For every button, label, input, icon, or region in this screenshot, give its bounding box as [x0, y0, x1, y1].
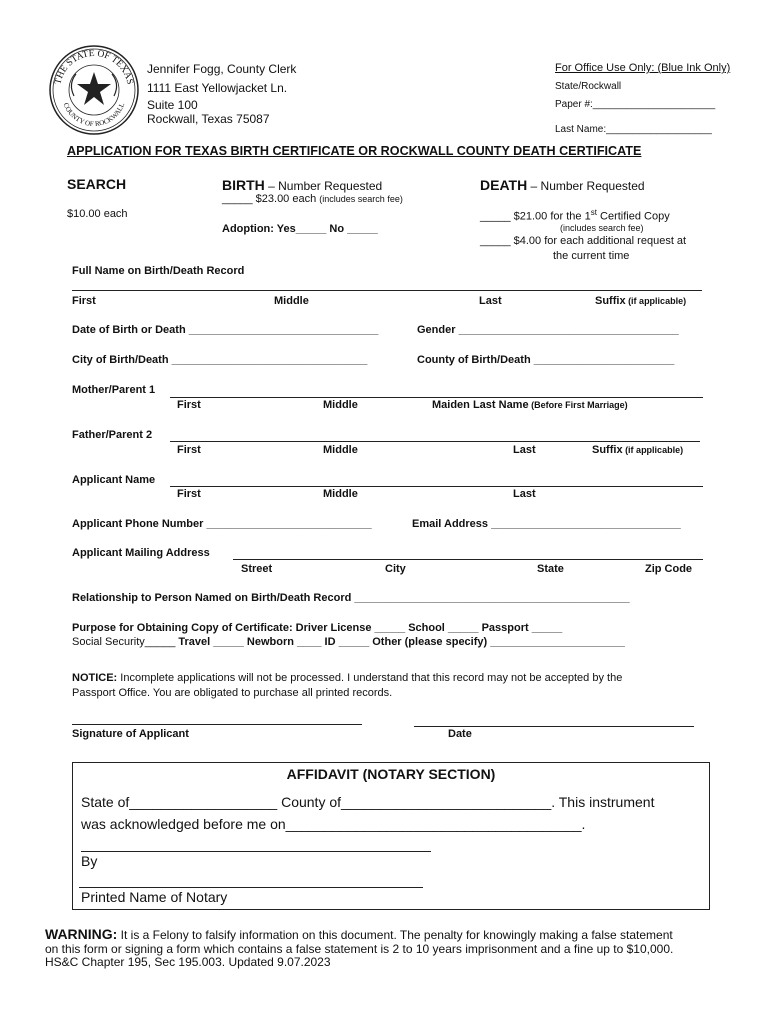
zip-label: Zip Code: [645, 563, 693, 575]
seal-bottom-text: COUNTY OF ROCKWALL: [61, 101, 127, 129]
birth-fee: _____ $23.00 each (includes search fee): [222, 193, 403, 205]
father-suffix-label: Suffix (if applicable): [592, 444, 684, 456]
clerk-city: Rockwall, Texas 75087: [147, 112, 270, 126]
clerk-address: 1111 East Yellowjacket Ln.: [147, 81, 288, 95]
phone-field[interactable]: Applicant Phone Number ___________________________: [72, 518, 372, 530]
father-first-label: First: [177, 444, 201, 456]
street-label: Street: [241, 563, 273, 575]
death-first-copy[interactable]: _____ $21.00 for the 1st Certified Copy: [480, 208, 670, 223]
date-of-birth-field[interactable]: Date of Birth or Death _______________________________: [72, 324, 379, 336]
purpose-field[interactable]: Purpose for Obtaining Copy of Certificate: Driver License _____ School _____ Passport _____: [72, 622, 563, 634]
applicant-label: Applicant Name: [72, 474, 156, 486]
clerk-suite: Suite 100: [147, 98, 198, 112]
affidavit-title: AFFIDAVIT (NOTARY SECTION): [286, 766, 496, 782]
notary-name-line[interactable]: [79, 887, 423, 888]
search-fee: $10.00 each: [67, 208, 128, 220]
search-label: SEARCH: [67, 176, 127, 192]
seal-top-text: THE STATE OF TEXAS: [53, 48, 135, 86]
suffix-label: Suffix (if applicable): [595, 295, 687, 307]
death-fee-note: (includes search fee): [560, 223, 644, 233]
county-field[interactable]: County of Birth/Death _______________________: [417, 354, 675, 366]
maiden-label: Maiden Last Name (Before First Marriage): [432, 399, 628, 411]
affidavit-box: [72, 762, 710, 910]
affidavit-line-2[interactable]: was acknowledged before me on______________________________________.: [81, 816, 586, 832]
adoption-field[interactable]: Adoption: Yes_____ No _____: [222, 223, 378, 235]
city-field[interactable]: City of Birth/Death ________________________________: [72, 354, 368, 366]
affidavit-line-1[interactable]: State of___________________ County of___________________________. This instrument: [81, 794, 655, 810]
email-field[interactable]: Email Address _______________________________: [412, 518, 681, 530]
mother-first-label: First: [177, 399, 201, 411]
office-state: State/Rockwall: [555, 81, 622, 92]
applicant-last-label: Last: [513, 488, 536, 500]
applicant-middle-label: Middle: [323, 488, 358, 500]
mother-label: Mother/Parent 1: [72, 384, 156, 396]
star-icon: [77, 72, 111, 105]
birth-heading: BIRTH – Number Requested: [222, 177, 383, 193]
warning-text: WARNING: It is a Felony to falsify information on this document. The penalty for knowingly making a false statement: [45, 926, 673, 942]
father-middle-label: Middle: [323, 444, 358, 456]
office-last-name: Last Name:___________________: [555, 124, 712, 135]
printed-name-label: Printed Name of Notary: [81, 889, 228, 905]
death-additional[interactable]: _____ $4.00 for each additional request at: [480, 235, 687, 247]
office-use-title: For Office Use Only: (Blue Ink Only): [555, 62, 731, 74]
by-label: By: [81, 853, 98, 869]
full-name-label: Full Name on Birth/Death Record: [72, 265, 245, 277]
first-label: First: [72, 295, 96, 307]
warning-text-2: on this form or signing a form which contains a false statement is 2 to 10 years imprisonment and a fine up to $10,000.: [45, 942, 674, 956]
death-heading: DEATH – Number Requested: [480, 177, 645, 193]
full-name-line[interactable]: [72, 290, 702, 291]
office-paper: Paper #:______________________: [555, 99, 716, 110]
date-line[interactable]: [414, 726, 694, 727]
death-current-time: the current time: [553, 250, 630, 262]
father-last-label: Last: [513, 444, 536, 456]
father-line[interactable]: [170, 441, 700, 442]
signature-line[interactable]: [72, 724, 362, 725]
notice-text-2: Passport Office. You are obligated to purchase all printed records.: [72, 687, 393, 699]
date-label: Date: [448, 728, 472, 740]
page-title: APPLICATION FOR TEXAS BIRTH CERTIFICATE OR ROCKWALL COUNTY DEATH CERTIFICATE: [67, 144, 642, 158]
applicant-first-label: First: [177, 488, 201, 500]
warning-citation: HS&C Chapter 195, Sec 195.003. Updated 9.07.2023: [45, 955, 331, 969]
middle-label: Middle: [274, 295, 309, 307]
gender-field[interactable]: Gender ____________________________________: [417, 324, 679, 336]
last-label: Last: [479, 295, 502, 307]
notice-text: NOTICE: Incomplete applications will not be processed. I understand that this record may not be accepted by the: [72, 672, 623, 684]
mailing-line[interactable]: [233, 559, 703, 560]
relationship-field[interactable]: Relationship to Person Named on Birth/Death Record _____________________________________________: [72, 592, 630, 604]
notary-signature-line[interactable]: [81, 851, 431, 852]
mother-line[interactable]: [170, 397, 703, 398]
state-label: State: [537, 563, 564, 575]
applicant-line[interactable]: [170, 486, 703, 487]
mother-middle-label: Middle: [323, 399, 358, 411]
purpose-field-2[interactable]: Social Security_____ Travel _____ Newborn ____ ID _____ Other (please specify) ______________________: [72, 636, 625, 648]
clerk-name: Jennifer Fogg, County Clerk: [147, 62, 297, 76]
county-seal: [48, 44, 140, 136]
city-label: City: [385, 563, 406, 575]
father-label: Father/Parent 2: [72, 429, 153, 441]
signature-label: Signature of Applicant: [72, 728, 189, 740]
mailing-label: Applicant Mailing Address: [72, 547, 210, 559]
